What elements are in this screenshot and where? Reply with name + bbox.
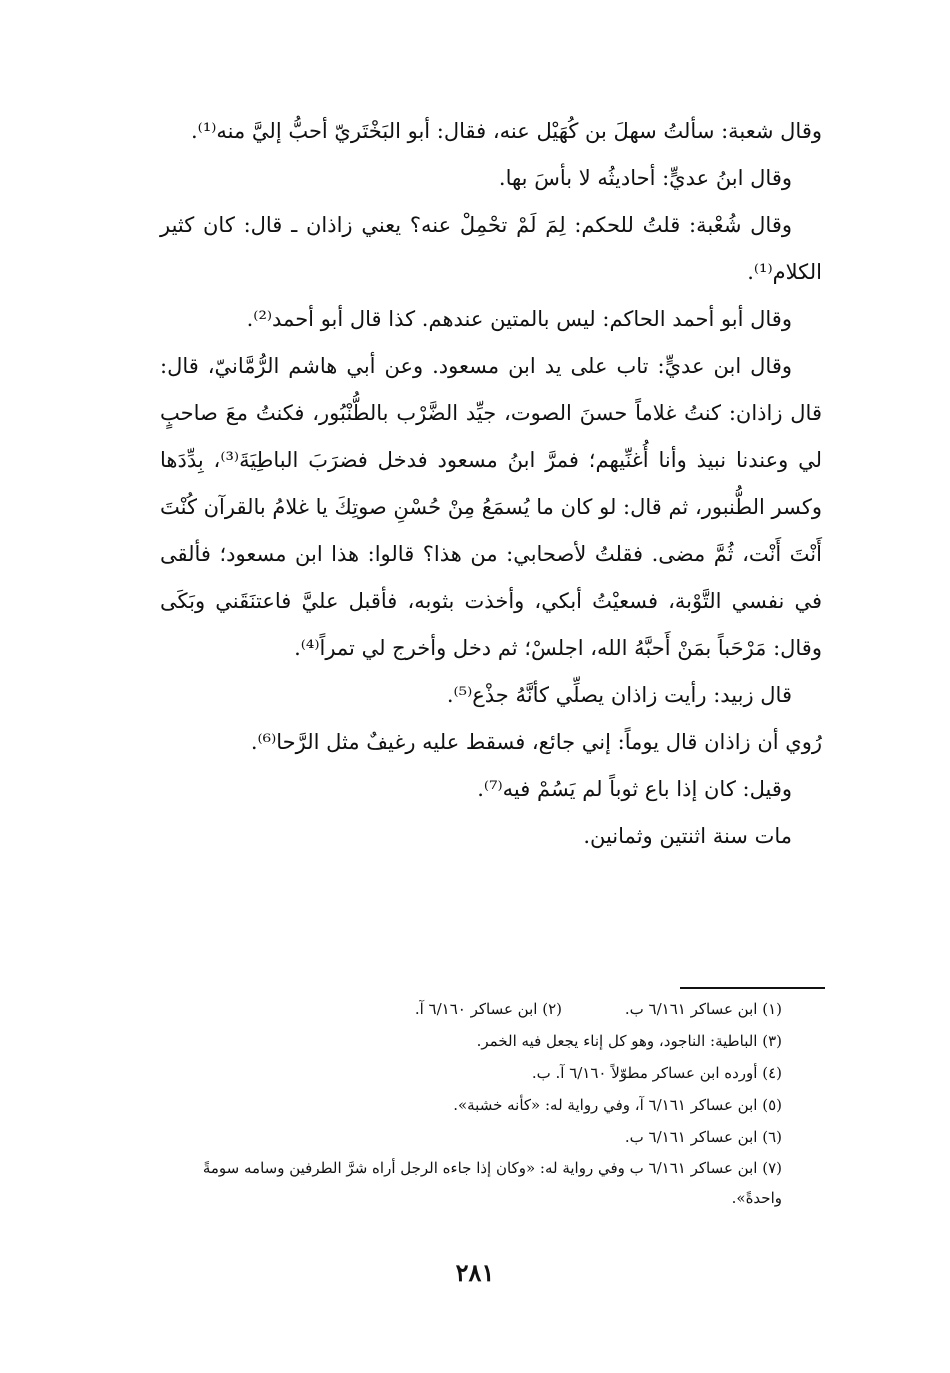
- footnote-1: (١) ابن عساكر ٦/١٦١ ب.: [624, 1000, 782, 1018]
- paragraph-ruwiya: رُوي أن زاذان قال يوماً: إني جائع، فسقط عليه رغيفٌ مثل الرَّحا⁽⁶⁾.: [250, 730, 822, 754]
- footnote-4: (٤) أورده ابن عساكر مطوّلاً ٦/١٦٠ آ. ب.: [531, 1064, 782, 1082]
- paragraph-death-year: مات سنة اثنتين وثمانين.: [583, 824, 792, 848]
- paragraph-abu-ahmad: وقال أبو أحمد الحاكم: ليس بالمتين عندهم. كذا قال أبو أحمد⁽²⁾.: [246, 307, 792, 331]
- paragraph-ibn-adi-1: وقال ابنُ عديٍّ: أحاديثُه لا بأسَ بها.: [498, 166, 792, 190]
- footnote-3: (٣) الباطية: الناجود، وهو كل إناء يجعل فيه الخمر.: [476, 1032, 782, 1050]
- paragraph-ibn-adi-repentance: وقال ابن عديٍّ: تاب على يد ابن مسعود. وعن أبي هاشم الرُّمَّانيّ، قال: قال زاذان: كنتُ غلاماً حسنَ الصوت، جيِّد الضَّرْب بالطُّنْبُور، فكنتُ معَ صاحبٍ لي وعندنا نبيذ وأنا أُغنِّيهم؛ فمرَّ ابنُ مسعود فدخل فضرَبَ الباطِيَةَ⁽³⁾، بِدِّدَها وكسر الطُّنبور، ثم قال: لو كان ما يُسمَعُ مِنْ حُسْنِ صوتِكَ يا غلامُ بالقرآن كُنْتَ أَنْتَ أَنْت، ثُمَّ مضى. فقلتُ لأصحابي: من هذا؟ قالوا: هذا ابن مسعود؛ فألقى في نفسي التَّوْبة، فسعيْتُ أبكي، وأخذت بثوبه، فأقبل عليَّ فاعتنَقَني وبَكَى وقال: مَرْحَباً بمَنْ أَحبَّهُ الله، اجلسْ؛ ثم دخل وأخرج لي تمراً⁽⁴⁾.: [160, 354, 822, 660]
- footnote-7: (٧) ابن عساكر ٦/١٦١ ب وفي رواية له: «وكان إذا جاءه الرجل أراه شرَّ الطرفين وسامه سومةً واحدةً».: [202, 1159, 782, 1207]
- footnote-6: (٦) ابن عساكر ٦/١٦١ ب.: [624, 1128, 782, 1146]
- paragraph-qila: وقيل: كان إذا باع ثوباً لم يَسُمْ فيه⁽⁷⁾.: [477, 777, 792, 801]
- footnote-2: (٢) ابن عساكر ٦/١٦٠ آ.: [414, 1000, 562, 1018]
- footnotes: [160, 993, 782, 1213]
- main-text: [160, 108, 822, 860]
- paragraph-zubaid: قال زبيد: رأيت زاذان يصلِّي كأنَّهُ جذْع⁽⁵⁾.: [446, 683, 792, 707]
- paragraph-shuba-hakam: وقال شُعْبة: قلتُ للحكم: لِمَ لَمْ تحْمِلْ عنه؟ يعني زاذان ـ قال: كان كثير الكلام⁽¹⁾.: [160, 213, 822, 284]
- footnote-row-1-2: [160, 993, 782, 1025]
- page-number: ٢٨١: [455, 1258, 495, 1287]
- paragraph-shuba-sahl: وقال شعبة: سألتُ سهلَ بن كُهَيْل عنه، فقال: أبو البَخْتَريّ أحبُّ إليَّ منه⁽¹⁾.: [190, 119, 822, 143]
- footnote-separator: [680, 987, 825, 989]
- footnote-5: (٥) ابن عساكر ٦/١٦١ آ، وفي رواية له: «كأنه خشبة».: [453, 1096, 782, 1114]
